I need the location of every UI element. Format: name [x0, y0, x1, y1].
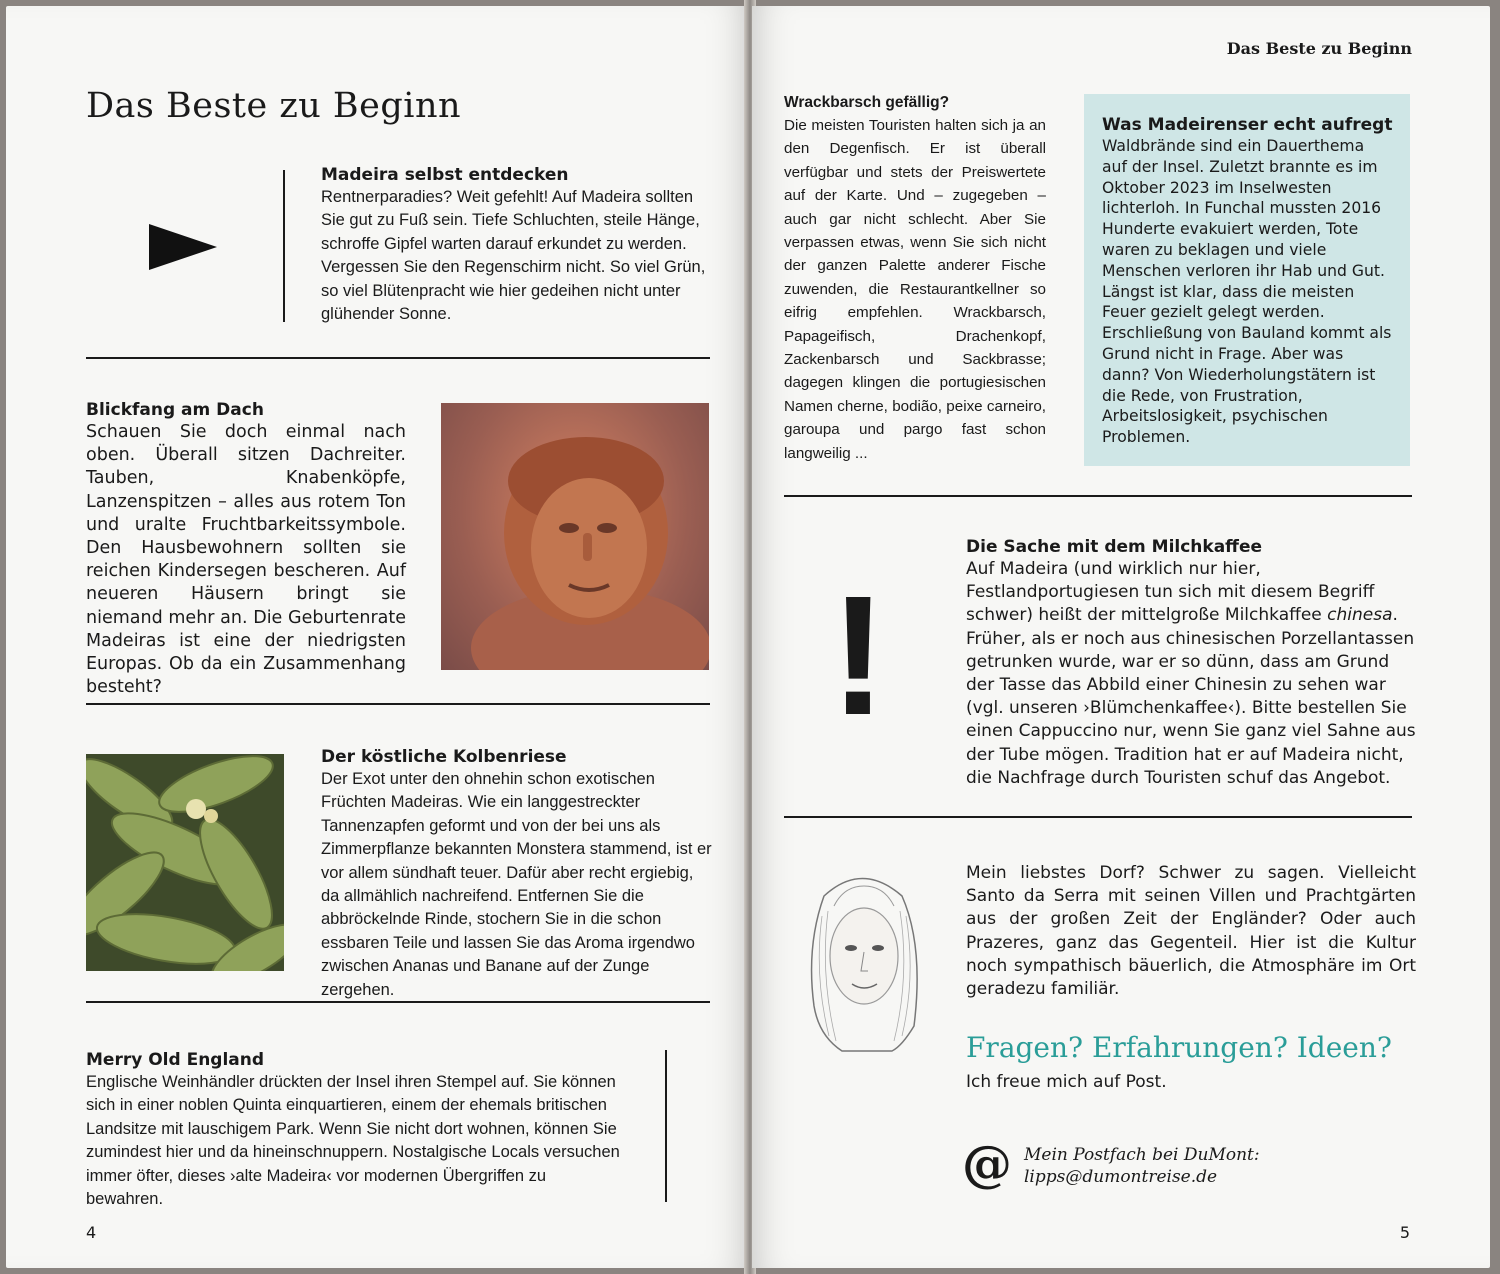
author-note [966, 862, 1416, 1001]
info-box [1084, 94, 1410, 466]
info-box-heading: Was Madeirenser echt aufregt [1102, 115, 1393, 135]
coffee-term: chinesa [1327, 605, 1393, 626]
at-sign-icon: @ [962, 1134, 1012, 1193]
section-body: Die meisten Touristen halten sich ja an den Degenfisch. Er ist überall verfügbar und stets der Preiswertete auf der Karte. Und – zugegeben – auch gar nicht schlecht. Aber Sie verpassen etwas, wenn Sie sich nicht der ganzen Palette anderer Fische zuwenden, die Restaurantkellner so eifrig empfehlen. Wrackbarsch, Papageifisch, Drachenkopf, Zackenbarsch und Sackbrasse; dagegen klingen die portugiesischen Namen cherne, bodião, peixe carneiro, garoupa und pargo fast schon langweilig ... [784, 117, 1046, 462]
section-body [966, 558, 1416, 790]
section-madeira-entdecken [321, 164, 713, 326]
left-page [6, 6, 748, 1268]
contact-email[interactable]: lipps@dumontreise.de [1024, 1167, 1218, 1187]
page-number: 5 [1399, 1223, 1410, 1242]
divider-vertical [665, 1050, 667, 1202]
section-body: Englische Weinhändler drückten der Insel ihren Stempel auf. Sie können sich in einer noblen Quinta einquartieren, einem der ehemals britischen Landsitze mit lauschigem Park. Wenn Sie nicht dort wohnen, können Sie zumindest hier und da hineinschnuppern. Nostalgische Locals versuchen immer öfter, dieses ›alte Madeira‹ vor modernen Übergriffen zu bewahren. [86, 1073, 620, 1209]
photo-terracotta-figure [441, 403, 709, 670]
monstera-fruit-illustration [86, 754, 284, 971]
play-arrow-icon [149, 224, 217, 270]
section-wrackbarsch [784, 92, 1046, 465]
contact-block [1024, 1144, 1260, 1188]
section-heading: Blickfang am Dach [86, 400, 264, 420]
divider [784, 816, 1412, 818]
divider [784, 495, 1412, 497]
terracotta-figure-illustration [441, 403, 709, 670]
section-body: Der Exot unter den ohnehin schon exotischen Früchten Madeiras. Wie ein langgestreckter Tannenzapfen geformt und von der bei uns als Zimmerpflanze bekannten Monstera stammend, ist er vor allem sündhaft teuer. Dafür aber recht ergiebig, da allmählich nachreifend. Entfernen Sie die abbröckelnde Rinde, stochern Sie in die schon essbaren Teile und lassen Sie das Aroma irgendwo zwischen Ananas und Banane auf der Zunge zergehen. [321, 770, 712, 999]
coffee-text-after: . Früher, als er noch aus chinesischen Porzellantassen getrunken wurde, war er so dünn, dass am Grund der Tasse das Abbild einer Chinesin zu sehen war (vgl. unseren ›Blümchenkaffee‹). Bitte bestellen Sie einen Cappuccino nur, wenn Sie ganz viel Sahne aus der Tube mögen. Tradition hat er auf Madeira nicht, die Nachfrage durch Touristen schuf das Angebot. [966, 605, 1416, 788]
section-milchkaffee [966, 536, 1416, 790]
page-number: 4 [86, 1223, 97, 1242]
section-heading: Die Sache mit dem Milchkaffee [966, 537, 1263, 557]
section-heading: Der köstliche Kolbenriese [321, 747, 567, 767]
divider [86, 703, 710, 705]
page-title: Das Beste zu Beginn [86, 86, 462, 126]
section-body: Schauen Sie doch einmal nach oben. Überall sitzen Dachreiter. Tauben, Knabenköpfe, Lanzenspitzen – alles aus rotem Ton und uralte Fruchtbarkeitssymbole. Den Hausbewohnern sollten sie reichen Kindersegen bescheren. Auf neueren Häusern bringt sie niemand mehr an. Die Geburtenrate Madeiras ist eine der niedrigsten Europas. Ob da ein Zusammenhang besteht? [86, 422, 406, 698]
exclamation-mark: ! [830, 561, 887, 751]
divider [86, 1001, 710, 1003]
info-box-body: Waldbrände sind ein Dauerthema auf der Insel. Zuletzt brannte es im Oktober 2023 im Inselwesten lichterloh. In Funchal mussten 2016 Hunderte evakuiert werden, Tote waren zu beklagen und viele Menschen verloren ihr Hab und Gut. Längst ist klar, dass die meisten Feuer gezielt gelegt werden. Erschließung von Bauland kommt als Grund nicht in Frage. Aber was dann? Von Wiederholungstätern ist die Rede, von Frustration, Arbeitslosigkeit, psychischen Problemen. [1102, 137, 1392, 447]
author-portrait [784, 856, 944, 1056]
divider-vertical [283, 170, 285, 322]
section-heading: Wrackbarsch gefällig? [784, 94, 950, 111]
feedback-invite: Ich freue mich auf Post. [966, 1072, 1167, 1092]
section-blickfang [86, 399, 406, 699]
section-merry-old-england [86, 1049, 626, 1211]
right-page [752, 6, 1490, 1268]
divider [86, 357, 710, 359]
section-kolbenriese [321, 746, 713, 1002]
section-heading: Madeira selbst entdecken [321, 165, 569, 185]
feedback-question: Fragen? Erfahrungen? Ideen? [966, 1031, 1392, 1064]
author-note-text: Mein liebstes Dorf? Schwer zu sagen. Vielleicht Santo da Serra mit seinen Villen und Prachtgärten aus der großen Zeit der Engländer? Oder auch Prazeres, ganz das Gegenteil. Hier ist die Kultur noch sympathisch bäuerlich, die Atmosphäre im Ort geradezu familiär. [966, 863, 1416, 1000]
section-body: Rentnerparadies? Weit gefehlt! Auf Madeira sollten Sie gut zu Fuß sein. Tiefe Schluchten, steile Hänge, schroffe Gipfel warten darauf erkundet zu werden. Vergessen Sie den Regenschirm nicht. So viel Grün, so viel Blütenpracht wie hier gedeihen nicht unter glühender Sonne. [321, 188, 706, 324]
section-heading: Merry Old England [86, 1050, 265, 1070]
coffee-text-before: Auf Madeira (und wirklich nur hier, Festlandportugiesen tun sich mit diesem Begriff schwer) heißt der mittelgroße Milchkaffee [966, 559, 1375, 626]
contact-label: Mein Postfach bei DuMont: [1024, 1145, 1260, 1165]
photo-monstera-fruit [86, 754, 284, 971]
running-head: Das Beste zu Beginn [1226, 39, 1412, 58]
